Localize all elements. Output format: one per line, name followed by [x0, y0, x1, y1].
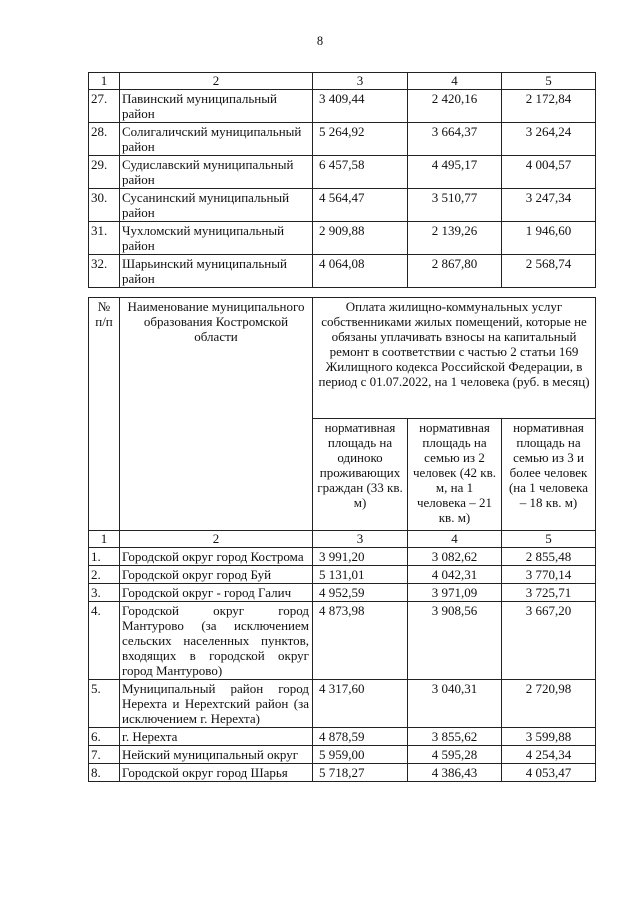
value-single: 4 317,60: [313, 680, 408, 728]
value-two-persons: 2 139,26: [408, 222, 502, 255]
row-name: Городской округ город Буй: [120, 566, 313, 584]
header-payment-group: Оплата жилищно-коммунальных услуг собственниками жилых помещений, которые не обязаны уплачивать взносы на капитальный ремонт в соответствии с частью 2 статьи 169 Жилищного кодекса Российской Федерации, в период с 01.07.2022, на 1 человека (руб. в месяц): [313, 298, 596, 419]
value-three-plus: 3 667,20: [502, 602, 596, 680]
value-three-plus: 3 264,24: [502, 123, 596, 156]
main-table: [88, 297, 596, 782]
table-row: [89, 566, 596, 584]
table-row: [89, 764, 596, 782]
row-number: 6.: [89, 728, 120, 746]
row-number: 27.: [89, 90, 120, 123]
value-two-persons: 3 040,31: [408, 680, 502, 728]
column-number: 2: [120, 531, 313, 548]
value-two-persons: 4 042,31: [408, 566, 502, 584]
column-number: 5: [502, 531, 596, 548]
table-row: [89, 123, 596, 156]
continuation-table: [88, 72, 596, 288]
row-number: 4.: [89, 602, 120, 680]
value-three-plus: 2 855,48: [502, 548, 596, 566]
column-number-row: [89, 73, 596, 90]
row-number: 3.: [89, 584, 120, 602]
top-table-body: [89, 90, 596, 288]
value-two-persons: 3 908,56: [408, 602, 502, 680]
column-number: 5: [502, 73, 596, 90]
column-number-row: [89, 531, 596, 548]
value-three-plus: 4 004,57: [502, 156, 596, 189]
value-three-plus: 2 720,98: [502, 680, 596, 728]
column-number: 3: [313, 73, 408, 90]
table-row: [89, 602, 596, 680]
row-name: Павинский муниципальный район: [120, 90, 313, 123]
table-row: [89, 548, 596, 566]
row-name: Городской округ - город Галич: [120, 584, 313, 602]
subheader-single: нормативная площадь на одиноко проживающих граждан (33 кв. м): [313, 419, 408, 531]
value-three-plus: 3 599,88: [502, 728, 596, 746]
row-number: 5.: [89, 680, 120, 728]
row-number: 1.: [89, 548, 120, 566]
value-single: 6 457,58: [313, 156, 408, 189]
row-number: 31.: [89, 222, 120, 255]
row-number: 29.: [89, 156, 120, 189]
row-name: Судиславский муниципальный район: [120, 156, 313, 189]
value-single: 3 409,44: [313, 90, 408, 123]
value-three-plus: 3 725,71: [502, 584, 596, 602]
value-two-persons: 4 595,28: [408, 746, 502, 764]
table-row: [89, 584, 596, 602]
row-number: 2.: [89, 566, 120, 584]
row-number: 32.: [89, 255, 120, 288]
table-row: [89, 255, 596, 288]
row-name: Городской округ город Шарья: [120, 764, 313, 782]
value-single: 5 131,01: [313, 566, 408, 584]
table-row: [89, 746, 596, 764]
row-name: Городской округ город Мантурово (за исключением сельских населенных пунктов, входящих в городской округ город Мантурово): [120, 602, 313, 680]
value-three-plus: 2 172,84: [502, 90, 596, 123]
value-single: 4 878,59: [313, 728, 408, 746]
row-number: 7.: [89, 746, 120, 764]
value-three-plus: 3 770,14: [502, 566, 596, 584]
table-row: [89, 728, 596, 746]
value-three-plus: 4 053,47: [502, 764, 596, 782]
value-two-persons: 3 664,37: [408, 123, 502, 156]
value-three-plus: 3 247,34: [502, 189, 596, 222]
value-two-persons: 3 971,09: [408, 584, 502, 602]
value-single: 5 264,92: [313, 123, 408, 156]
row-name: Нейский муниципальный округ: [120, 746, 313, 764]
value-two-persons: 3 082,62: [408, 548, 502, 566]
value-two-persons: 4 386,43: [408, 764, 502, 782]
row-name: Городской округ город Кострома: [120, 548, 313, 566]
value-single: 4 564,47: [313, 189, 408, 222]
row-name: Шарьинский муниципальный район: [120, 255, 313, 288]
value-single: 4 952,59: [313, 584, 408, 602]
table-row: [89, 680, 596, 728]
page-number: 8: [316, 34, 324, 48]
value-three-plus: 2 568,74: [502, 255, 596, 288]
value-single: 5 959,00: [313, 746, 408, 764]
row-number: 8.: [89, 764, 120, 782]
subheader-two-persons: нормативная площадь на семью из 2 человек (42 кв. м, на 1 человека – 21 кв. м): [408, 419, 502, 531]
column-number: 2: [120, 73, 313, 90]
row-name: Муниципальный район город Нерехта и Нерехтский район (за исключением г. Нерехта): [120, 680, 313, 728]
header-no: № п/п: [89, 298, 120, 531]
table-row: [89, 156, 596, 189]
column-number: 1: [89, 531, 120, 548]
table-row: [89, 90, 596, 123]
value-single: 4 873,98: [313, 602, 408, 680]
row-name: г. Нерехта: [120, 728, 313, 746]
value-two-persons: 2 420,16: [408, 90, 502, 123]
value-three-plus: 4 254,34: [502, 746, 596, 764]
value-two-persons: 4 495,17: [408, 156, 502, 189]
value-two-persons: 2 867,80: [408, 255, 502, 288]
header-name: Наименование муниципального образования Костромской области: [120, 298, 313, 531]
value-two-persons: 3 510,77: [408, 189, 502, 222]
value-single: 2 909,88: [313, 222, 408, 255]
value-two-persons: 3 855,62: [408, 728, 502, 746]
value-single: 4 064,08: [313, 255, 408, 288]
column-number: 4: [408, 73, 502, 90]
header-row: [89, 298, 596, 419]
table-row: [89, 189, 596, 222]
row-number: 28.: [89, 123, 120, 156]
value-three-plus: 1 946,60: [502, 222, 596, 255]
row-name: Сусанинский муниципальный район: [120, 189, 313, 222]
subheader-three-plus: нормативная площадь на семью из 3 и более человек (на 1 человека – 18 кв. м): [502, 419, 596, 531]
value-single: 5 718,27: [313, 764, 408, 782]
main-table-body: [89, 548, 596, 782]
row-name: Чухломский муниципальный район: [120, 222, 313, 255]
column-number: 3: [313, 531, 408, 548]
column-number: 4: [408, 531, 502, 548]
column-number: 1: [89, 73, 120, 90]
table-row: [89, 222, 596, 255]
value-single: 3 991,20: [313, 548, 408, 566]
row-number: 30.: [89, 189, 120, 222]
row-name: Солигаличский муниципальный район: [120, 123, 313, 156]
